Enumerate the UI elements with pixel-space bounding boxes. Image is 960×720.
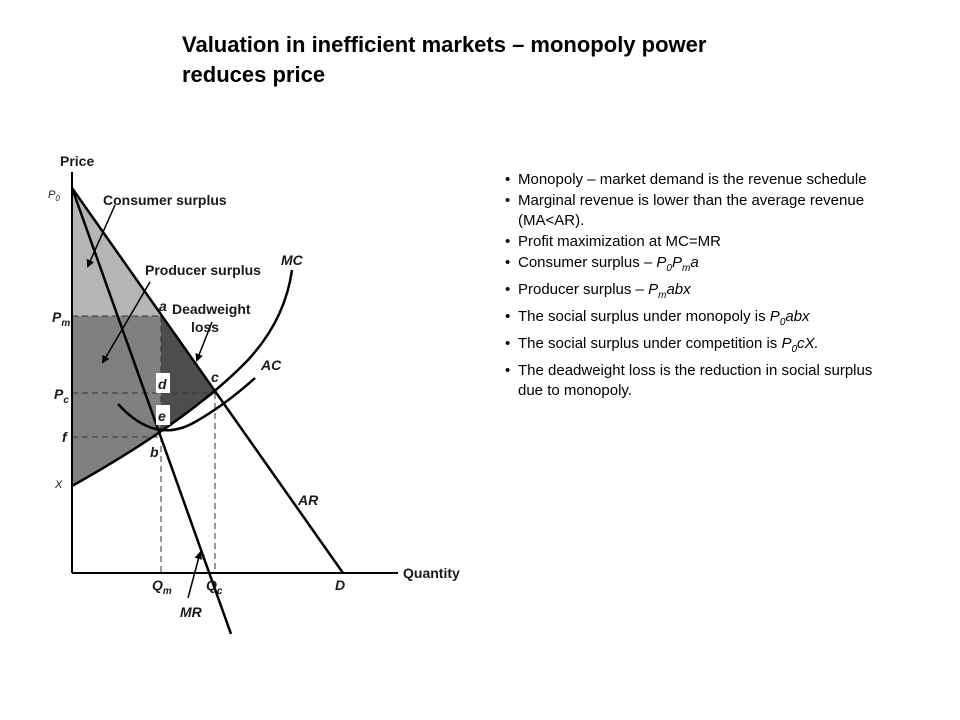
- point-a-label: a: [159, 298, 167, 314]
- bullet-math: cX.: [797, 335, 819, 352]
- bullet-item: [505, 361, 885, 401]
- bullet-math: abx: [666, 281, 691, 298]
- bullet-math: $P_0$: [656, 254, 672, 274]
- deadweight-loss-label-line-2: loss: [191, 319, 220, 335]
- bullet-item: [505, 307, 885, 333]
- mr-arrow: [188, 553, 200, 598]
- bullet-item: [505, 170, 885, 190]
- bullet-list: [505, 170, 885, 402]
- bullet-text: Consumer surplus –: [518, 254, 653, 271]
- producer-surplus-label: Producer surplus: [145, 262, 261, 278]
- bullet-math: $P_m$: [671, 254, 691, 274]
- bullet-item: [505, 334, 885, 360]
- ar-label: AR: [298, 492, 319, 508]
- bullet-item: [505, 253, 885, 279]
- point-e-label: e: [158, 408, 166, 424]
- f-label: f: [62, 429, 67, 445]
- mc-label: MC: [281, 252, 303, 268]
- consumer-surplus-label: Consumer surplus: [103, 192, 227, 208]
- mr-label: MR: [180, 604, 202, 620]
- bullet-math: $P_0$: [781, 335, 798, 355]
- qm-label: $Q_m$: [152, 577, 172, 597]
- bullet-math: abx: [785, 308, 810, 325]
- x-label: X: [55, 479, 63, 491]
- point-c-label: c: [211, 369, 219, 385]
- p0-label: $P_0$: [48, 189, 60, 203]
- bullet-text: Profit maximization at MC=MR: [518, 233, 721, 250]
- d-point-label: D: [335, 577, 346, 593]
- slide-title-line-1: Valuation in inefficient markets – monopoly power: [182, 32, 707, 57]
- bullet-text: Monopoly – market demand is the revenue schedule: [518, 171, 867, 188]
- pc-label: $P_c$: [54, 386, 69, 406]
- bullet-text: Producer surplus –: [518, 281, 644, 298]
- ac-label: AC: [261, 357, 282, 373]
- bullet-item: [505, 280, 885, 306]
- bullet-text: The social surplus under monopoly is: [518, 308, 766, 325]
- slide-title-line-2: reduces price: [182, 62, 326, 87]
- bullet-item: [505, 232, 885, 252]
- point-b-label: b: [150, 444, 159, 460]
- bullet-math: $P_m$: [648, 281, 667, 301]
- bullet-text: Marginal revenue is lower than the average revenue (MA<AR).: [518, 192, 865, 229]
- bullet-math: $P_0$: [769, 308, 786, 328]
- bullet-math: a: [690, 254, 699, 271]
- x-axis-label: Quantity: [403, 565, 460, 581]
- point-d-label: d: [158, 376, 167, 392]
- pm-label: $P_m$: [52, 309, 71, 329]
- bullet-text: The social surplus under competition is: [518, 335, 778, 352]
- y-axis-label: Price: [60, 153, 95, 169]
- deadweight-loss-label-line-1: Deadweight: [172, 301, 251, 317]
- bullet-item: [505, 191, 885, 231]
- bullet-text: The deadweight loss is the reduction in social surplus due to monopoly.: [518, 362, 873, 399]
- qc-label: $Q_c$: [206, 577, 223, 597]
